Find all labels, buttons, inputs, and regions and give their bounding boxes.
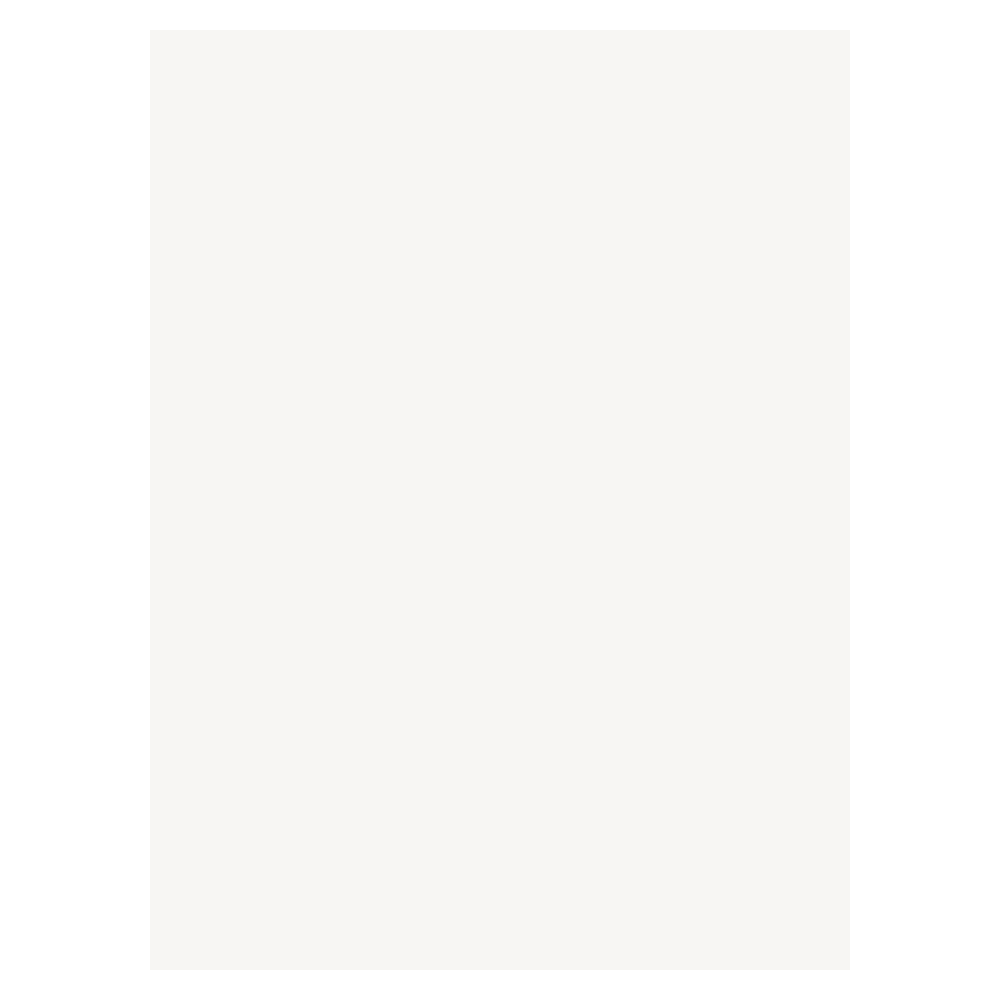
book-page <box>150 30 850 970</box>
